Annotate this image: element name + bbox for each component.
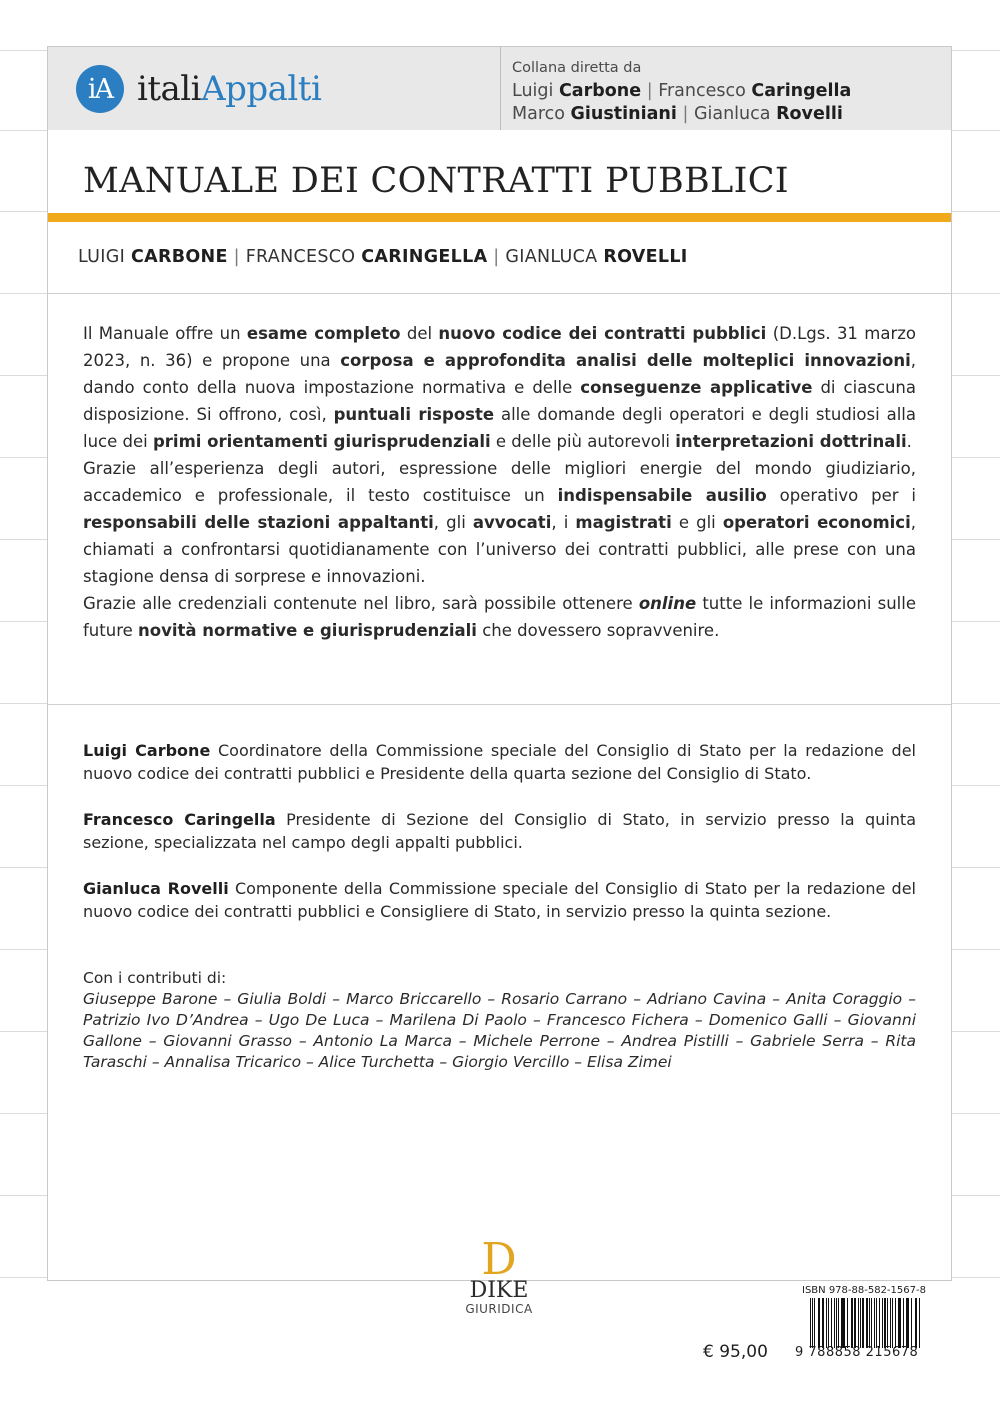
price: € 95,00 bbox=[703, 1342, 768, 1362]
barcode-icon bbox=[810, 1298, 922, 1348]
barcode-bar bbox=[854, 1298, 855, 1348]
barcode-bar bbox=[900, 1298, 901, 1348]
barcode-bar bbox=[887, 1298, 888, 1348]
barcode-bar bbox=[907, 1298, 909, 1348]
barcode-bar bbox=[860, 1298, 861, 1348]
barcode-bar bbox=[876, 1298, 877, 1348]
series-directors bbox=[512, 57, 851, 126]
barcode-bar bbox=[869, 1298, 870, 1348]
series-header bbox=[48, 47, 951, 130]
barcode-bar bbox=[866, 1298, 868, 1348]
contributors bbox=[83, 968, 916, 1073]
contributors-label: Con i contributi di: bbox=[83, 969, 227, 987]
barcode-bar bbox=[819, 1298, 820, 1348]
back-cover-panel bbox=[47, 46, 952, 1285]
barcode-bar bbox=[822, 1298, 824, 1348]
barcode-bar bbox=[838, 1298, 839, 1348]
barcode-bar bbox=[879, 1298, 880, 1348]
book-authors: LUIGI CARBONE | FRANCESCO CARINGELLA | GIANLUCA ROVELLI bbox=[78, 247, 688, 267]
series-logo-icon: iA bbox=[76, 65, 124, 113]
book-description bbox=[83, 320, 916, 644]
author-bio: Francesco Caringella Presidente di Sezione del Consiglio di Stato, in servizio presso la quinta sezione, specializzata nel campo degli appalti pubblici. bbox=[83, 810, 916, 852]
barcode-bar bbox=[903, 1298, 904, 1348]
barcode-bar bbox=[862, 1298, 863, 1348]
barcode-bar bbox=[898, 1298, 899, 1348]
barcode-bar bbox=[919, 1298, 920, 1348]
description-paragraph: Grazie alle credenziali contenute nel libro, sarà possibile ottenere online tutte le informazioni sulle future novità normative e giurisprudenziali che dovessero sopravvenire. bbox=[83, 594, 916, 640]
barcode-bar bbox=[916, 1298, 917, 1348]
publisher-name: DIKE bbox=[469, 1278, 529, 1303]
title-accent-bar bbox=[48, 213, 951, 222]
barcode-bar bbox=[841, 1298, 843, 1348]
barcode-bar bbox=[871, 1298, 872, 1348]
publisher-logo bbox=[459, 1234, 539, 1316]
description-paragraph: Il Manuale offre un esame completo del nuovo codice dei contratti pubblici (D.Lgs. 31 marzo 2023, n. 36) e propone una corposa e approfondita analisi delle molteplici innovazioni, dando conto della nuova impostazione normativa e delle conseguenze applicative di ciascuna disposizione. Si offrono, così, puntuali risposte alle domande degli operatori e degli studiosi alla luce dei primi orientamenti giurisprudenziali e delle più autorevoli interpretazioni dottrinali. bbox=[83, 324, 917, 451]
barcode-bar bbox=[847, 1298, 848, 1348]
author-bio: Gianluca Rovelli Componente della Commissione speciale del Consiglio di Stato per la redazione del nuovo codice dei contratti pubblici e Consigliere di Stato, in servizio presso la quinta sezione. bbox=[83, 879, 916, 921]
barcode-bar bbox=[844, 1298, 845, 1348]
publisher-subname: GIURIDICA bbox=[465, 1302, 533, 1316]
publisher-mark-icon: D bbox=[481, 1234, 517, 1285]
barcode-bar bbox=[814, 1298, 815, 1348]
series-logo-name: italiAppalti bbox=[137, 69, 322, 109]
barcode-bar bbox=[812, 1298, 813, 1348]
series-logo bbox=[76, 65, 321, 113]
series-directors-line: Marco Giustiniani | Gianluca Rovelli bbox=[512, 104, 843, 124]
isbn-label: ISBN 978-88-582-1567-8 bbox=[802, 1285, 926, 1296]
book-title: MANUALE DEI CONTRATTI PUBBLICI bbox=[83, 161, 789, 201]
header-divider bbox=[500, 47, 501, 130]
barcode-bar bbox=[911, 1298, 912, 1348]
author-bio: Luigi Carbone Coordinatore della Commissione speciale del Consiglio di Stato per la redazione del nuovo codice dei contratti pubblici e Presidente della quarta sezione del Consiglio di Stato. bbox=[83, 741, 916, 783]
barcode-bar bbox=[895, 1298, 896, 1348]
series-directors-label: Collana diretta da bbox=[512, 60, 642, 76]
contributors-names: Giuseppe Barone – Giulia Boldi – Marco Briccarello – Rosario Carrano – Adriano Cavina – Anita Coraggio – Patrizio Ivo D’Andrea – Ugo De Luca – Marilena Di Paolo – Francesco Fichera – Domenico Galli – Giovanni Gallone – Giovanni Grasso – Antonio La Marca – Michele Perrone – Andrea Pistilli – Gabriele Serra – Rita Taraschi – Annalisa Tricarico – Alice Turchetta – Giorgio Vercillo – Elisa Zimei bbox=[83, 990, 916, 1071]
barcode-bar bbox=[884, 1298, 886, 1348]
barcode-bar bbox=[892, 1298, 893, 1348]
description-paragraph: Grazie all’esperienza degli autori, espressione delle migliori energie del mondo giudiziario, accademico e professionale, il testo costituisce un indispensabile ausilio operativo per i responsabili delle stazioni appaltanti, gli avvocati, i magistrati e gli operatori economici, chiamati a confrontarsi quotidianamente con l’universo dei contratti pubblici, alle prese con una stagione densa di sorprese e innovazioni. bbox=[83, 459, 916, 586]
barcode-bar bbox=[831, 1298, 832, 1348]
ean-number: 9 788858 215678 bbox=[795, 1345, 919, 1360]
series-directors-line: Luigi Carbone | Francesco Caringella bbox=[512, 81, 852, 101]
barcode-bar bbox=[836, 1298, 837, 1348]
barcode-bar bbox=[828, 1298, 829, 1348]
section-rule bbox=[48, 704, 951, 705]
section-rule bbox=[48, 293, 951, 294]
barcode-bar bbox=[852, 1298, 853, 1348]
